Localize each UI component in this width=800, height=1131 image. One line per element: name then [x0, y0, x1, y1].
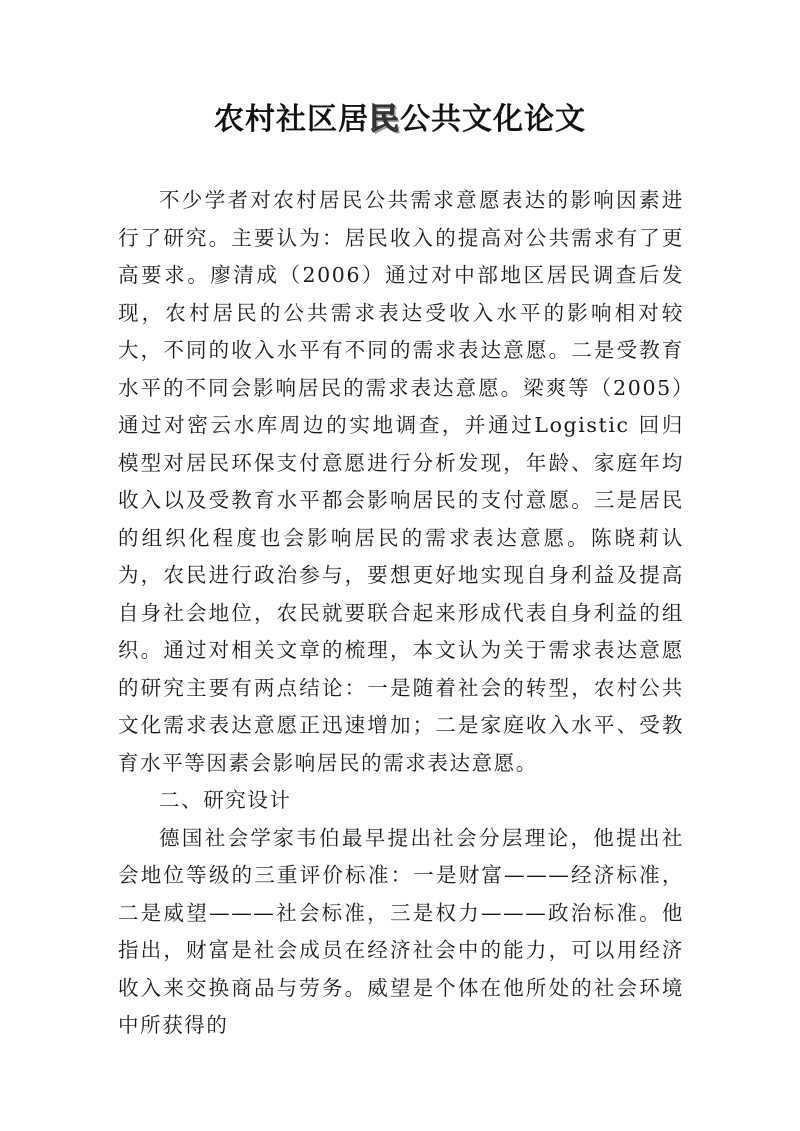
section-heading-research-design: 二、研究设计: [159, 788, 292, 812]
title-text-end: 公共文化论文: [400, 102, 586, 137]
title-styled-character: 民: [369, 102, 400, 137]
title-text-start: 农村社区居: [214, 102, 369, 137]
document-body: [118, 182, 684, 1045]
document-title: [0, 98, 800, 142]
paragraph-literature-review: 不少学者对农村居民公共需求意愿表达的影响因素进行了研究。主要认为：居民收入的提高对公共需求有了更高要求。廖清成（2006）通过对中部地区居民调查后发现，农村居民的公共需求表达受收入水平的影响相对较大，不同的收入水平有不同的需求表达意愿。二是受教育水平的不同会影响居民的需求表达意愿。梁爽等（2005）通过对密云水库周边的实地调查，并通过Logistic 回归模型对居民环保支付意愿进行分析发现，年龄、家庭年均收入以及受教育水平都会影响居民的支付意愿。三是居民的组织化程度也会影响居民的需求表达意愿。陈晓莉认为，农民进行政治参与，要想更好地实现自身利益及提高自身社会地位，农民就要联合起来形成代表自身利益的组织。通过对相关文章的梳理，本文认为关于需求表达意愿的研究主要有两点结论：一是随着社会的转型，农村公共文化需求表达意愿正迅速增加；二是家庭收入水平、受教育水平等因素会影响居民的需求表达意愿。: [118, 188, 684, 775]
paragraph-weber-theory: 德国社会学家韦伯最早提出社会分层理论，他提出社会地位等级的三重评价标准：一是财富———经济标准，二是威望———社会标准，三是权力———政治标准。他指出，财富是社会成员在经济社会中的能力，可以用经济收入来交换商品与劳务。威望是个体在他所处的社会环境中所获得的: [118, 825, 684, 1037]
